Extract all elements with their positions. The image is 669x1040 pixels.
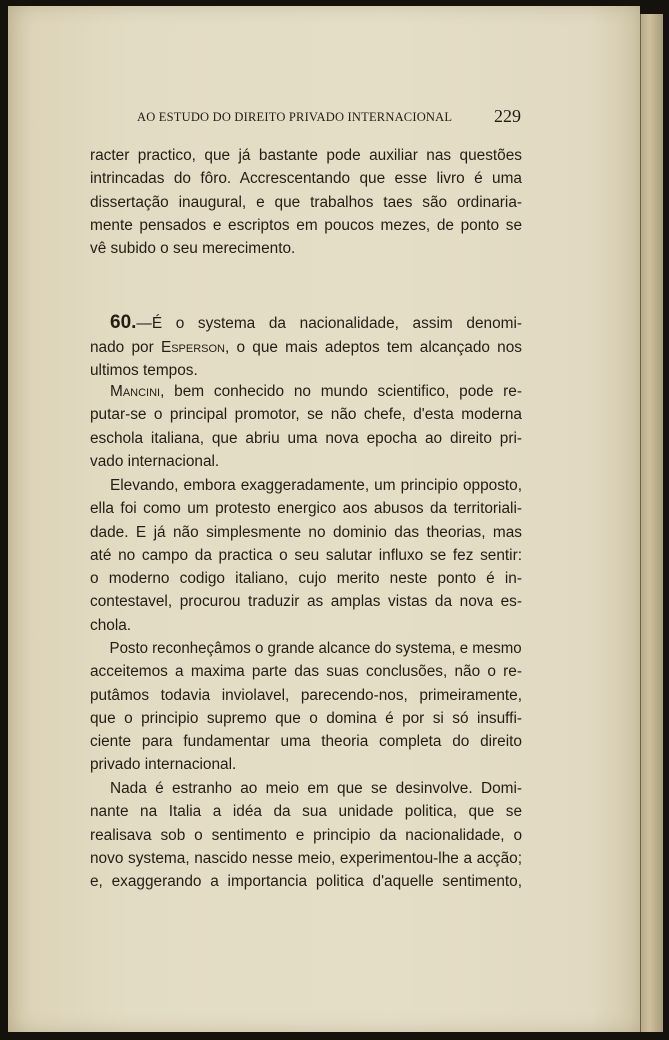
running-title: AO ESTUDO DO DIREITO PRIVADO INTERNACIONAL	[137, 110, 453, 124]
text-line	[90, 380, 522, 403]
text-line: dissertação inaugural, e que trabalhos taes são ordinaria-	[90, 193, 522, 211]
section-number: 60.	[110, 312, 137, 333]
text-line: mente pensados e escriptos em poucos mezes, de ponto se	[90, 216, 522, 234]
text-line: intrincadas do fôro. Accrescentando que esse livro é uma	[90, 170, 522, 188]
text-line: dade. E já não simplesmente no dominio das theorias, mas	[90, 523, 522, 541]
text-line: racter practico, que já bastante pode auxiliar nas questões	[90, 147, 522, 164]
paragraph-continuation	[90, 144, 522, 260]
paragraph-posto	[90, 637, 522, 777]
text-line: putar-se o principal promotor, se não chefe, d'esta moderna	[90, 406, 522, 424]
text-line: vê subido o seu merecimento.	[90, 240, 296, 258]
text-line: vado internacional.	[90, 452, 220, 470]
text-line: acceitemos a maxima parte das suas conclusões, não o re-	[90, 663, 522, 681]
text-line: que o principio supremo que o domina é por si só insuffi-	[90, 709, 522, 727]
text-line: novo systema, nascido nesse meio, experimentou-lhe a acção;	[90, 849, 522, 867]
text-line: ciente para fundamentar uma theoria completa do direito	[90, 733, 522, 751]
section-60	[90, 310, 522, 383]
text-fragment: nado por	[90, 339, 161, 356]
text-line: ella foi como um protesto energico aos abusos da territoriali-	[90, 500, 522, 518]
text-line: Nada é estranho ao meio em que se desinvolve. Domi-	[110, 780, 522, 797]
text-line: chola.	[90, 616, 132, 634]
text-line: ultimos tempos.	[90, 362, 198, 380]
text-line: eschola italiana, que abriu uma nova epocha ao direito pri-	[90, 429, 522, 447]
text-line: até no campo da practica o seu salutar influxo se fez sentir:	[90, 546, 522, 564]
text-fragment: , bem conhecido no mundo scientifico, pode re-	[160, 383, 522, 400]
page-number: 229	[494, 106, 521, 126]
page-header	[137, 106, 521, 128]
text-line: contestavel, procurou traduzir as amplas vistas da nova es-	[90, 593, 522, 611]
text-line: e, exaggerando a importancia politica d'aquelle sentimento,	[90, 873, 522, 891]
text-line: Elevando, embora exaggeradamente, um principio opposto,	[110, 477, 522, 494]
paragraph-nada	[90, 777, 522, 893]
page-edge	[640, 14, 663, 1032]
text-line: o moderno codigo italiano, cujo merito neste ponto é in-	[90, 570, 522, 588]
section-60-first-line	[90, 310, 522, 336]
paragraph-mancini	[90, 380, 522, 473]
author-name-mancini: Mancini	[110, 383, 161, 400]
text-fragment: , o que mais adeptos tem alcançado nos	[225, 339, 522, 356]
text-line: Posto reconheçâmos o grande alcance do systema, e mesmo	[109, 640, 522, 657]
section-first-line-text: É o systema da nacionalidade, assim denomi-	[151, 315, 522, 332]
text-line: putâmos todavia inviolavel, parecendo-nos, primeiramente,	[90, 686, 522, 704]
text-line: realisava sob o sentimento e principio da nacionalidade, o	[90, 826, 522, 844]
section-dash: —	[136, 315, 152, 332]
text-line	[90, 336, 522, 359]
author-name-esperson: Esperson	[160, 339, 225, 356]
text-line: nante na Italia a idéa da sua unidade politica, que se	[90, 803, 522, 821]
text-line: privado internacional.	[90, 756, 237, 774]
paragraph-elevando	[90, 474, 522, 637]
